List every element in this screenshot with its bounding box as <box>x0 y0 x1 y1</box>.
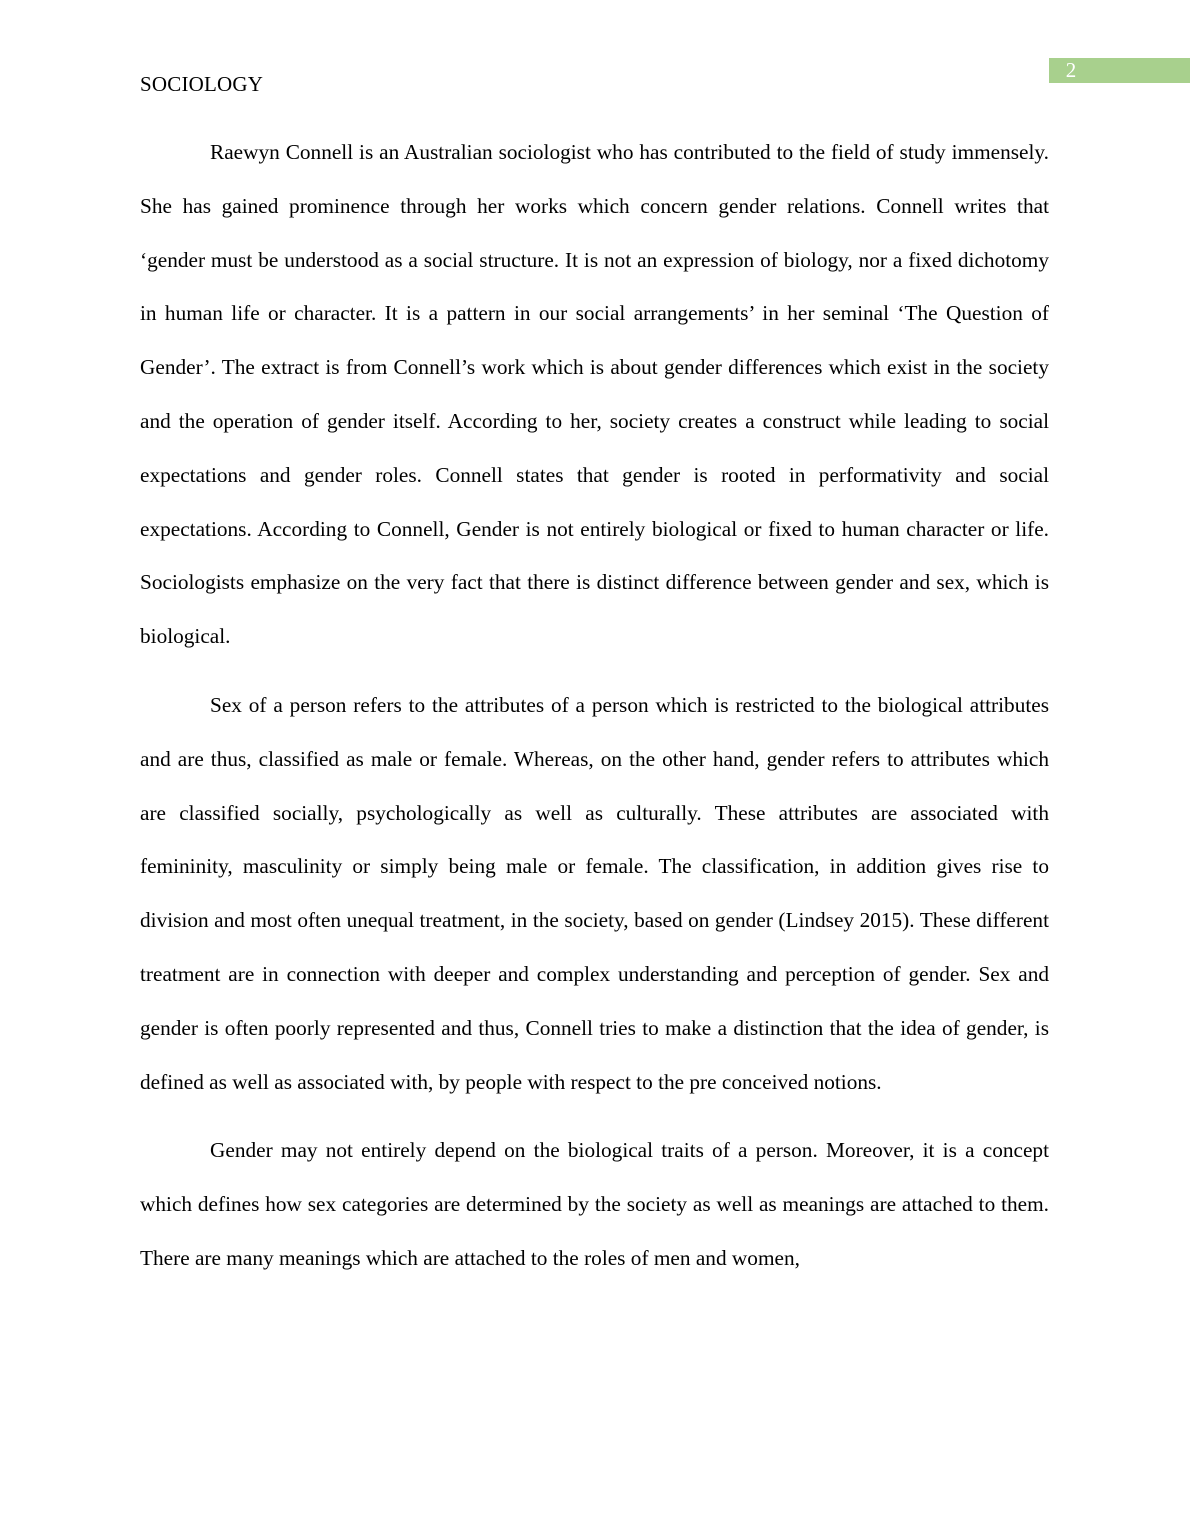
paragraph: Raewyn Connell is an Australian sociologist who has contributed to the field of study immensely. She has gained prominence through her works which concern gender relations. Connell writes that ‘gender must be understood as a social structure. It is not an expression of biology, nor a fixed dichotomy in human life or character. It is a pattern in our social arrangements’ in her seminal ‘The Question of Gender’. The extract is from Connell’s work which is about gender differences which exist in the society and the operation of gender itself. According to her, society creates a construct while leading to social expectations and gender roles. Connell states that gender is rooted in performativity and social expectations. According to Connell, Gender is not entirely biological or fixed to human character or life. Sociologists emphasize on the very fact that there is distinct difference between gender and sex, which is biological. <box>140 140 1049 649</box>
document-body <box>140 126 1049 1301</box>
running-head: SOCIOLOGY <box>140 72 264 96</box>
paragraph: Gender may not entirely depend on the biological traits of a person. Moreover, it is a concept which defines how sex categories are determined by the society as well as meanings are attached to them. There are many meanings which are attached to the roles of men and women, <box>140 1138 1049 1270</box>
paragraph: Sex of a person refers to the attributes of a person which is restricted to the biological attributes and are thus, classified as male or female. Whereas, on the other hand, gender refers to attributes which are classified socially, psychologically as well as culturally. These attributes are associated with femininity, masculinity or simply being male or female. The classification, in addition gives rise to division and most often unequal treatment, in the society, based on gender (Lindsey 2015). These different treatment are in connection with deeper and complex understanding and perception of gender. Sex and gender is often poorly represented and thus, Connell tries to make a distinction that the idea of gender, is defined as well as associated with, by people with respect to the pre conceived notions. <box>140 692 1049 1094</box>
page-number: 2 <box>1065 58 1077 82</box>
page-number-bar <box>1049 58 1190 83</box>
